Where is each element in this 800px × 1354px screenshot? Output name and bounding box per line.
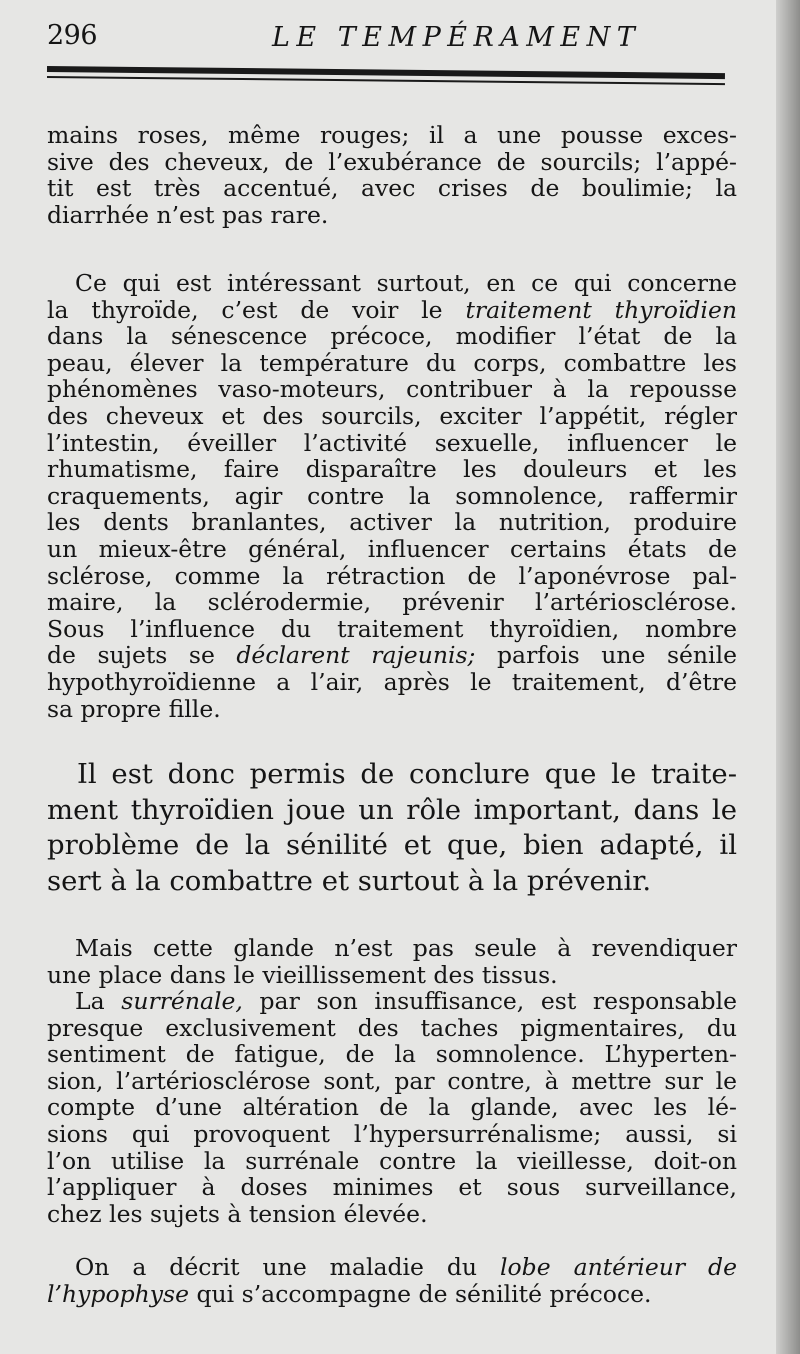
text-line: phénomènes vaso-moteurs, contribuer à la repousse (47, 375, 737, 404)
text-line: Mais cette glande n’est pas seule à revendiquer (75, 934, 737, 962)
text-line: dans la sénescence précoce, modifier l’état de la (47, 322, 737, 351)
emphasis-text: lobe antérieur de (500, 1253, 737, 1281)
paragraph-surrenale (47, 988, 737, 1227)
text-line: sive des cheveux, de l’exubérance de sourcils; l’appé- (47, 147, 737, 176)
text-line: On a décrit une maladie du lobe antérieur de (75, 1253, 737, 1281)
text-line: chez les sujets à tension élevée. (47, 1199, 428, 1228)
text-line: des cheveux et des sourcils, exciter l’appétit, régler (47, 401, 737, 430)
paragraph-thyroid-treatment (47, 270, 737, 722)
text-line: l’appliquer à doses minimes et sous surveillance, (47, 1173, 737, 1202)
text-line: sentiment de fatigue, de la somnolence. L’hyperten- (47, 1040, 737, 1069)
text-line: une place dans le vieillissement des tissus. (47, 960, 558, 989)
text-line: l’hypophyse qui s’accompagne de sénilité précoce. (47, 1279, 652, 1308)
text-line: sion, l’artériosclérose sont, par contre, à mettre sur le (47, 1066, 737, 1095)
paragraph-continuation (47, 122, 737, 228)
text-line: sclérose, comme la rétraction de l’aponévrose pal- (47, 561, 737, 590)
text-line: sert à la combattre et surtout à la prévenir. (47, 864, 652, 897)
emphasis-text: traitement thyroïdien (465, 295, 737, 324)
text-line: Sous l’influence du traitement thyroïdien, nombre (47, 614, 737, 643)
text-line: compte d’une altération de la glande, avec les lé- (47, 1093, 737, 1122)
running-title: LE TEMPÉRAMENT (272, 22, 642, 53)
text-line: la thyroïde, c’est de voir le traitement thyroïdien (47, 295, 737, 324)
text-line: Il est donc permis de conclure que le traite- (77, 758, 737, 790)
paragraph-conclusion (47, 757, 737, 899)
text-line: de sujets se déclarent rajeunis; parfois une sénile (47, 641, 737, 670)
text-line: peau, élever la température du corps, combattre les (47, 348, 737, 377)
text-line: presque exclusivement des taches pigmentaires, du (47, 1013, 737, 1042)
page-gutter-shadow (776, 0, 800, 1354)
text-line: les dents branlantes, activer la nutrition, produire (47, 508, 737, 537)
text-line: maire, la sclérodermie, prévenir l’artériosclérose. (47, 588, 737, 617)
text-line: ment thyroïdien joue un rôle important, dans le (47, 793, 737, 826)
emphasis-text: déclarent rajeunis; (236, 641, 476, 670)
running-header (47, 18, 747, 58)
text-line: l’on utilise la surrénale contre la vieillesse, doit-on (47, 1146, 737, 1175)
text-line: problème de la sénilité et que, bien adapté, il (47, 829, 737, 861)
paragraph-hypophyse (47, 1254, 737, 1307)
header-rule (47, 66, 725, 86)
page-number: 296 (47, 20, 98, 51)
text-line: craquements, agir contre la somnolence, raffermir (47, 481, 737, 510)
emphasis-text: l’hypophyse (47, 1279, 190, 1308)
text-line: hypothyroïdienne a l’air, après le traitement, d’être (47, 667, 737, 696)
paragraph-gland (47, 935, 737, 988)
text-line: diarrhée n’est pas rare. (47, 200, 329, 229)
text-line: sions qui provoquent l’hypersurrénalisme; aussi, si (47, 1119, 737, 1148)
emphasis-text: surrénale, (121, 987, 243, 1015)
text-line: l’intestin, éveiller l’activité sexuelle, influencer le (47, 428, 737, 457)
text-line: sa propre fille. (47, 694, 221, 723)
text-line: La surrénale, par son insuffisance, est responsable (75, 987, 737, 1015)
text-line: rhumatisme, faire disparaître les douleurs et les (47, 455, 737, 484)
text-line: mains roses, même rouges; il a une pousse exces- (47, 121, 737, 149)
text-line: tit est très accentué, avec crises de boulimie; la (47, 174, 737, 203)
text-line: un mieux-être général, influencer certains états de (47, 534, 737, 563)
text-line: Ce qui est intéressant surtout, en ce qui concerne (75, 269, 737, 297)
